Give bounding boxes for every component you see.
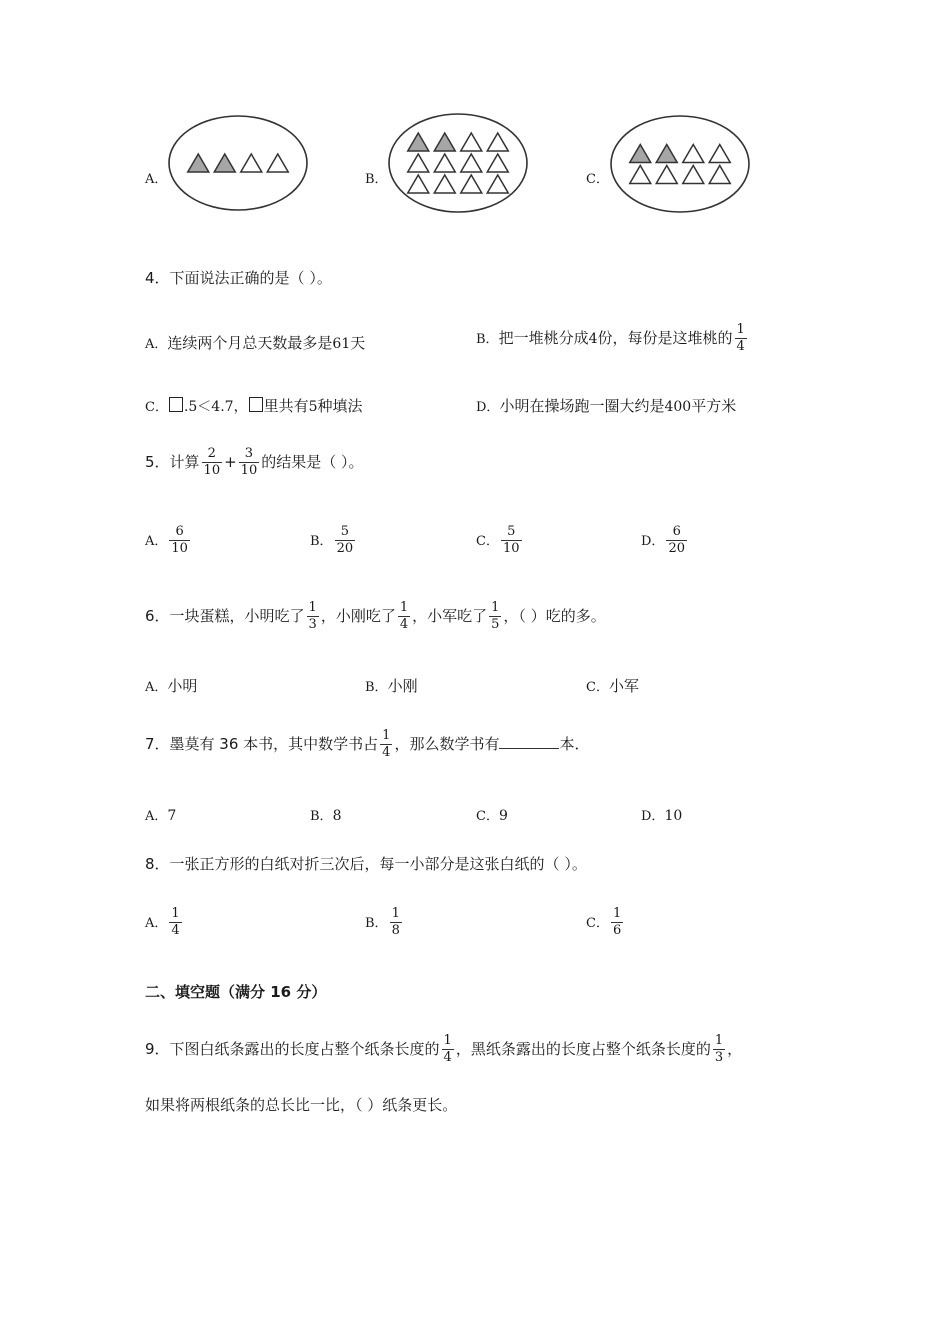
empty-triangle [487, 175, 508, 193]
empty-triangle [656, 166, 677, 184]
fraction: $\frac{1}{4}$ [736, 322, 745, 354]
empty-triangle [461, 154, 482, 172]
shaded-triangle [188, 154, 209, 172]
q3-option-a-label: A． [145, 172, 168, 187]
empty-triangle [461, 133, 482, 151]
q8-stem: 8．一张正方形的白纸对折三次后，每一小部分是这张白纸的（ ）。 [145, 855, 587, 873]
q9-stem: 9．下图白纸条露出的长度占整个纸条长度的 $\frac{1}{4}$ ，黑纸条露出的长度占整个纸条长度的 $\frac{1}{3}$ ， [145, 1033, 743, 1065]
shaded-triangle [408, 133, 429, 151]
empty-triangle [709, 145, 730, 163]
q6-option-a[interactable]: A．小明 [145, 677, 198, 695]
q7-option-c[interactable]: C．9 [476, 808, 508, 824]
empty-triangle [434, 154, 455, 172]
q7-option-d[interactable]: D．10 [641, 808, 683, 824]
q5-option-a[interactable]: A． $\frac{6}{10}$ [145, 524, 188, 556]
empty-triangle [487, 154, 508, 172]
empty-box-icon [169, 397, 183, 412]
empty-triangle [408, 154, 429, 172]
q5-option-c[interactable]: C． $\frac{5}{10}$ [476, 524, 520, 556]
q4-option-b[interactable]: B．把一堆桃分成4份，每份是这堆桃的 $\frac{1}{4}$ [476, 322, 745, 354]
q8-option-c[interactable]: C． $\frac{1}{6}$ [586, 906, 622, 938]
ellipse-outline [169, 116, 307, 210]
shaded-triangle [630, 145, 651, 163]
shaded-triangle [656, 145, 677, 163]
q3-option-c-figure [610, 115, 750, 213]
empty-triangle [267, 154, 288, 172]
q3-option-b-figure [388, 113, 528, 213]
q6-stem: 6．一块蛋糕，小明吃了 $\frac{1}{3}$ ，小刚吃了 $\frac{1}{4}$ ，小军吃了 $\frac{1}{5}$ ，（ ）吃的多。 [145, 600, 606, 632]
q4-option-d[interactable]: D．小明在操场跑一圈大约是400平方米 [476, 397, 737, 415]
shaded-triangle [214, 154, 235, 172]
ellipse-outline [611, 116, 749, 212]
empty-triangle [241, 154, 262, 172]
empty-box-icon [249, 397, 263, 412]
section-title: 二、填空题（满分 16 分） [145, 983, 327, 1001]
q8-option-b[interactable]: B． $\frac{1}{8}$ [365, 906, 400, 938]
ellipse-outline [389, 114, 527, 212]
q6-option-b[interactable]: B．小刚 [365, 677, 418, 695]
empty-triangle [461, 175, 482, 193]
q4-stem: 4．下面说法正确的是（ ）。 [145, 269, 332, 287]
q3-option-b-label: B． [365, 172, 388, 187]
shaded-triangle [434, 133, 455, 151]
empty-triangle [487, 133, 508, 151]
empty-triangle [630, 166, 651, 184]
q7-stem: 7．墨莫有 36 本书，其中数学书占 $\frac{1}{4}$ ，那么数学书有 本． [145, 728, 590, 760]
q7-option-b[interactable]: B．8 [310, 808, 342, 824]
q8-option-a[interactable]: A． $\frac{1}{4}$ [145, 906, 180, 938]
answer-blank[interactable] [499, 734, 559, 749]
q3-option-a-figure [168, 115, 308, 211]
q5-option-d[interactable]: D． $\frac{6}{20}$ [641, 524, 685, 556]
empty-triangle [683, 145, 704, 163]
empty-triangle [408, 175, 429, 193]
q4-option-a[interactable]: A．连续两个月总天数最多是61天 [145, 334, 366, 352]
q4-option-c[interactable]: C． .5＜4.7， 里共有5种填法 [145, 397, 363, 415]
q5-stem: 5．计算 $\frac{2}{10}$ + $\frac{3}{10}$ 的结果是（ ）。 [145, 446, 364, 478]
q6-option-c[interactable]: C．小军 [586, 677, 639, 695]
q5-option-b[interactable]: B． $\frac{5}{20}$ [310, 524, 354, 556]
q7-option-a[interactable]: A．7 [145, 808, 177, 824]
empty-triangle [434, 175, 455, 193]
empty-triangle [683, 166, 704, 184]
q3-option-c-label: C． [586, 172, 609, 187]
q9-line2: 如果将两根纸条的总长比一比，（ ）纸条更长。 [145, 1096, 458, 1114]
empty-triangle [709, 166, 730, 184]
